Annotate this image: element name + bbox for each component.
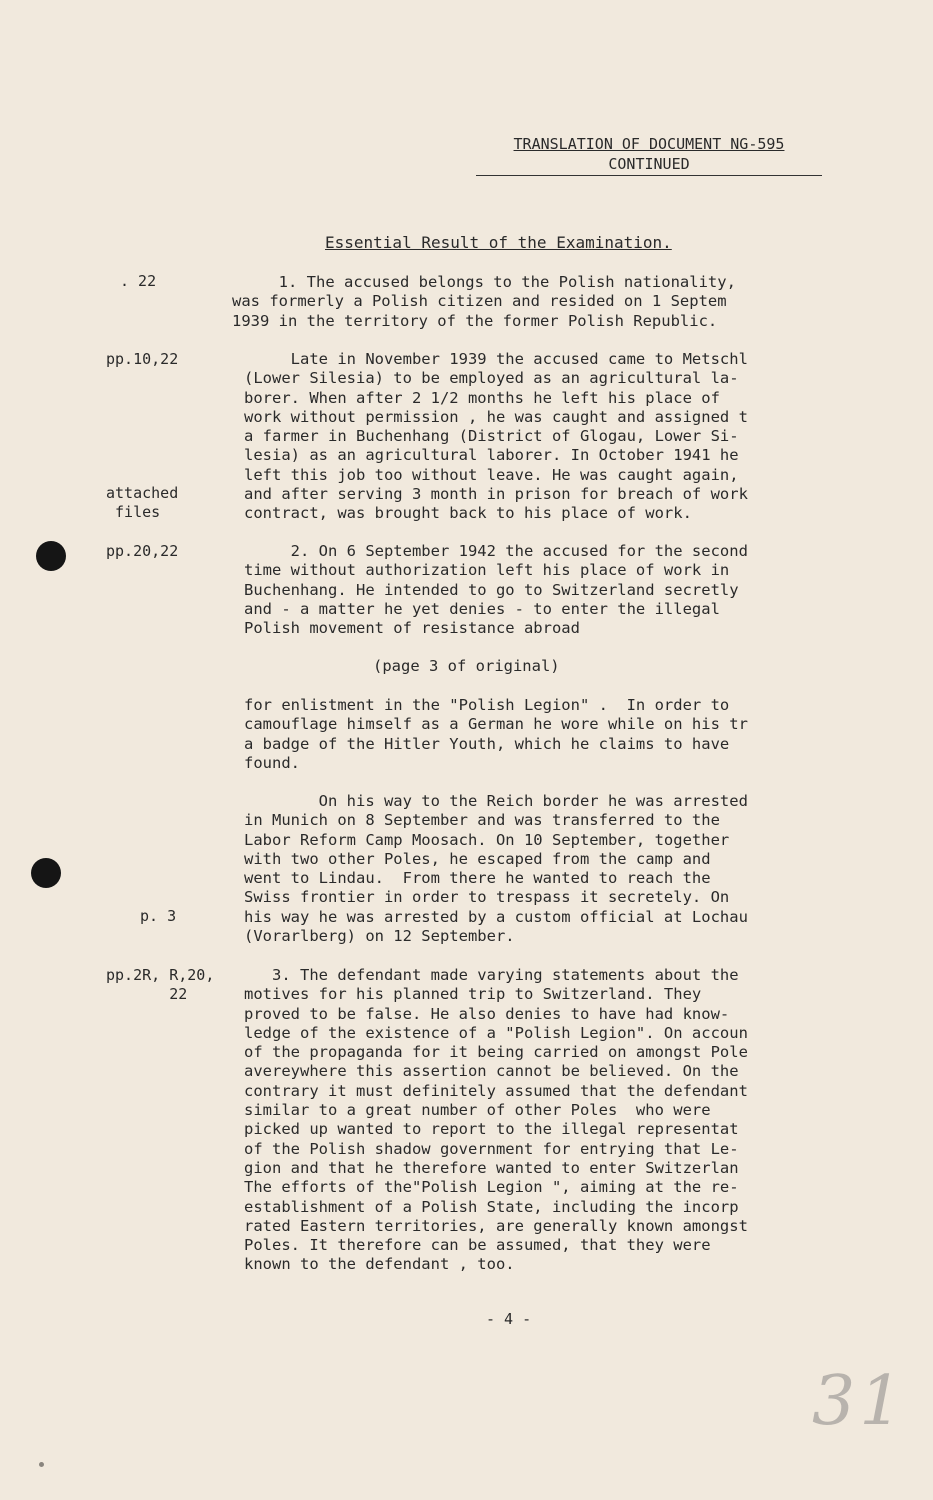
- margin-note: . 22: [120, 272, 157, 290]
- punch-hole: [36, 541, 66, 571]
- header-continued: CONTINUED: [608, 155, 690, 173]
- header-rule: [476, 175, 822, 176]
- margin-note: pp.10,22: [106, 350, 179, 368]
- margin-note: p. 3: [140, 907, 177, 925]
- page-number: - 4 -: [486, 1310, 532, 1328]
- document-header: [476, 134, 822, 174]
- punch-hole: [31, 858, 61, 888]
- margin-note: attached files: [106, 484, 179, 521]
- paper-speck: [39, 1462, 44, 1467]
- header-title: TRANSLATION OF DOCUMENT NG-595: [513, 135, 785, 153]
- margin-note: pp.2R, R,20, 22: [106, 966, 215, 1003]
- margin-note: pp.20,22: [106, 542, 179, 560]
- section-title: Essential Result of the Examination.: [325, 233, 672, 252]
- handwritten-mark: 31: [812, 1362, 907, 1441]
- paragraph-6: 3. The defendant made varying statements about the motives for his planned trip to Switzerland. They proved to be false. He also denies to have had know- ledge of the existence of a "Polish Legion". On accoun of the propaganda for it being carried on amongst Pole avereywhere this assertion cannot be believed. On the contrary it must definitely assumed that the defendant similar to a great number of other Poles who were picked up wanted to report to the illegal representat of the Polish shadow government for entrying that Le- gion and that he therefore wanted to enter Switzerlan The efforts of the"Polish Legion ", aiming at the re- establishment of a Polish State, including the incorp rated Eastern territories, are generally known amongst Poles. It therefore can be assumed, that they were known to the defendant , too.: [244, 966, 748, 1274]
- paragraph-4: for enlistment in the "Polish Legion" . In order to camouflage himself as a German he wore while on his tr a badge of the Hitler Youth, which he claims to have found.: [244, 696, 748, 772]
- paragraph-3: 2. On 6 September 1942 the accused for the second time without authorization left his place of work in Buchenhang. He intended to go to Switzerland secretly and - a matter he yet denies - to enter the illegal Polish movement of resistance abroad: [244, 542, 748, 638]
- paragraph-2: Late in November 1939 the accused came to Metschl (Lower Silesia) to be employed as an agricultural la- borer. When after 2 1/2 months he left his place of work without permission , he was caught and assigned t a farmer in Buchenhang (District of Glogau, Lower Si- lesia) as an agricultural laborer. In October 1941 he left this job too without leave. He was caught again, and after serving 3 month in prison for breach of work contract, was brought back to his place of work.: [244, 350, 748, 523]
- paragraph-5: On his way to the Reich border he was arrested in Munich on 8 September and was transferred to the Labor Reform Camp Moosach. On 10 September, together with two other Poles, he escaped from the camp and went to Lindau. From there he wanted to reach the Swiss frontier in order to trespass it secretely. On his way he was arrested by a custom official at Lochau (Vorarlberg) on 12 September.: [244, 792, 748, 946]
- paragraph-1: 1. The accused belongs to the Polish nationality, was formerly a Polish citizen and resided on 1 Septem 1939 in the territory of the former Polish Republic.: [232, 273, 736, 330]
- original-page-reference: (page 3 of original): [373, 657, 560, 675]
